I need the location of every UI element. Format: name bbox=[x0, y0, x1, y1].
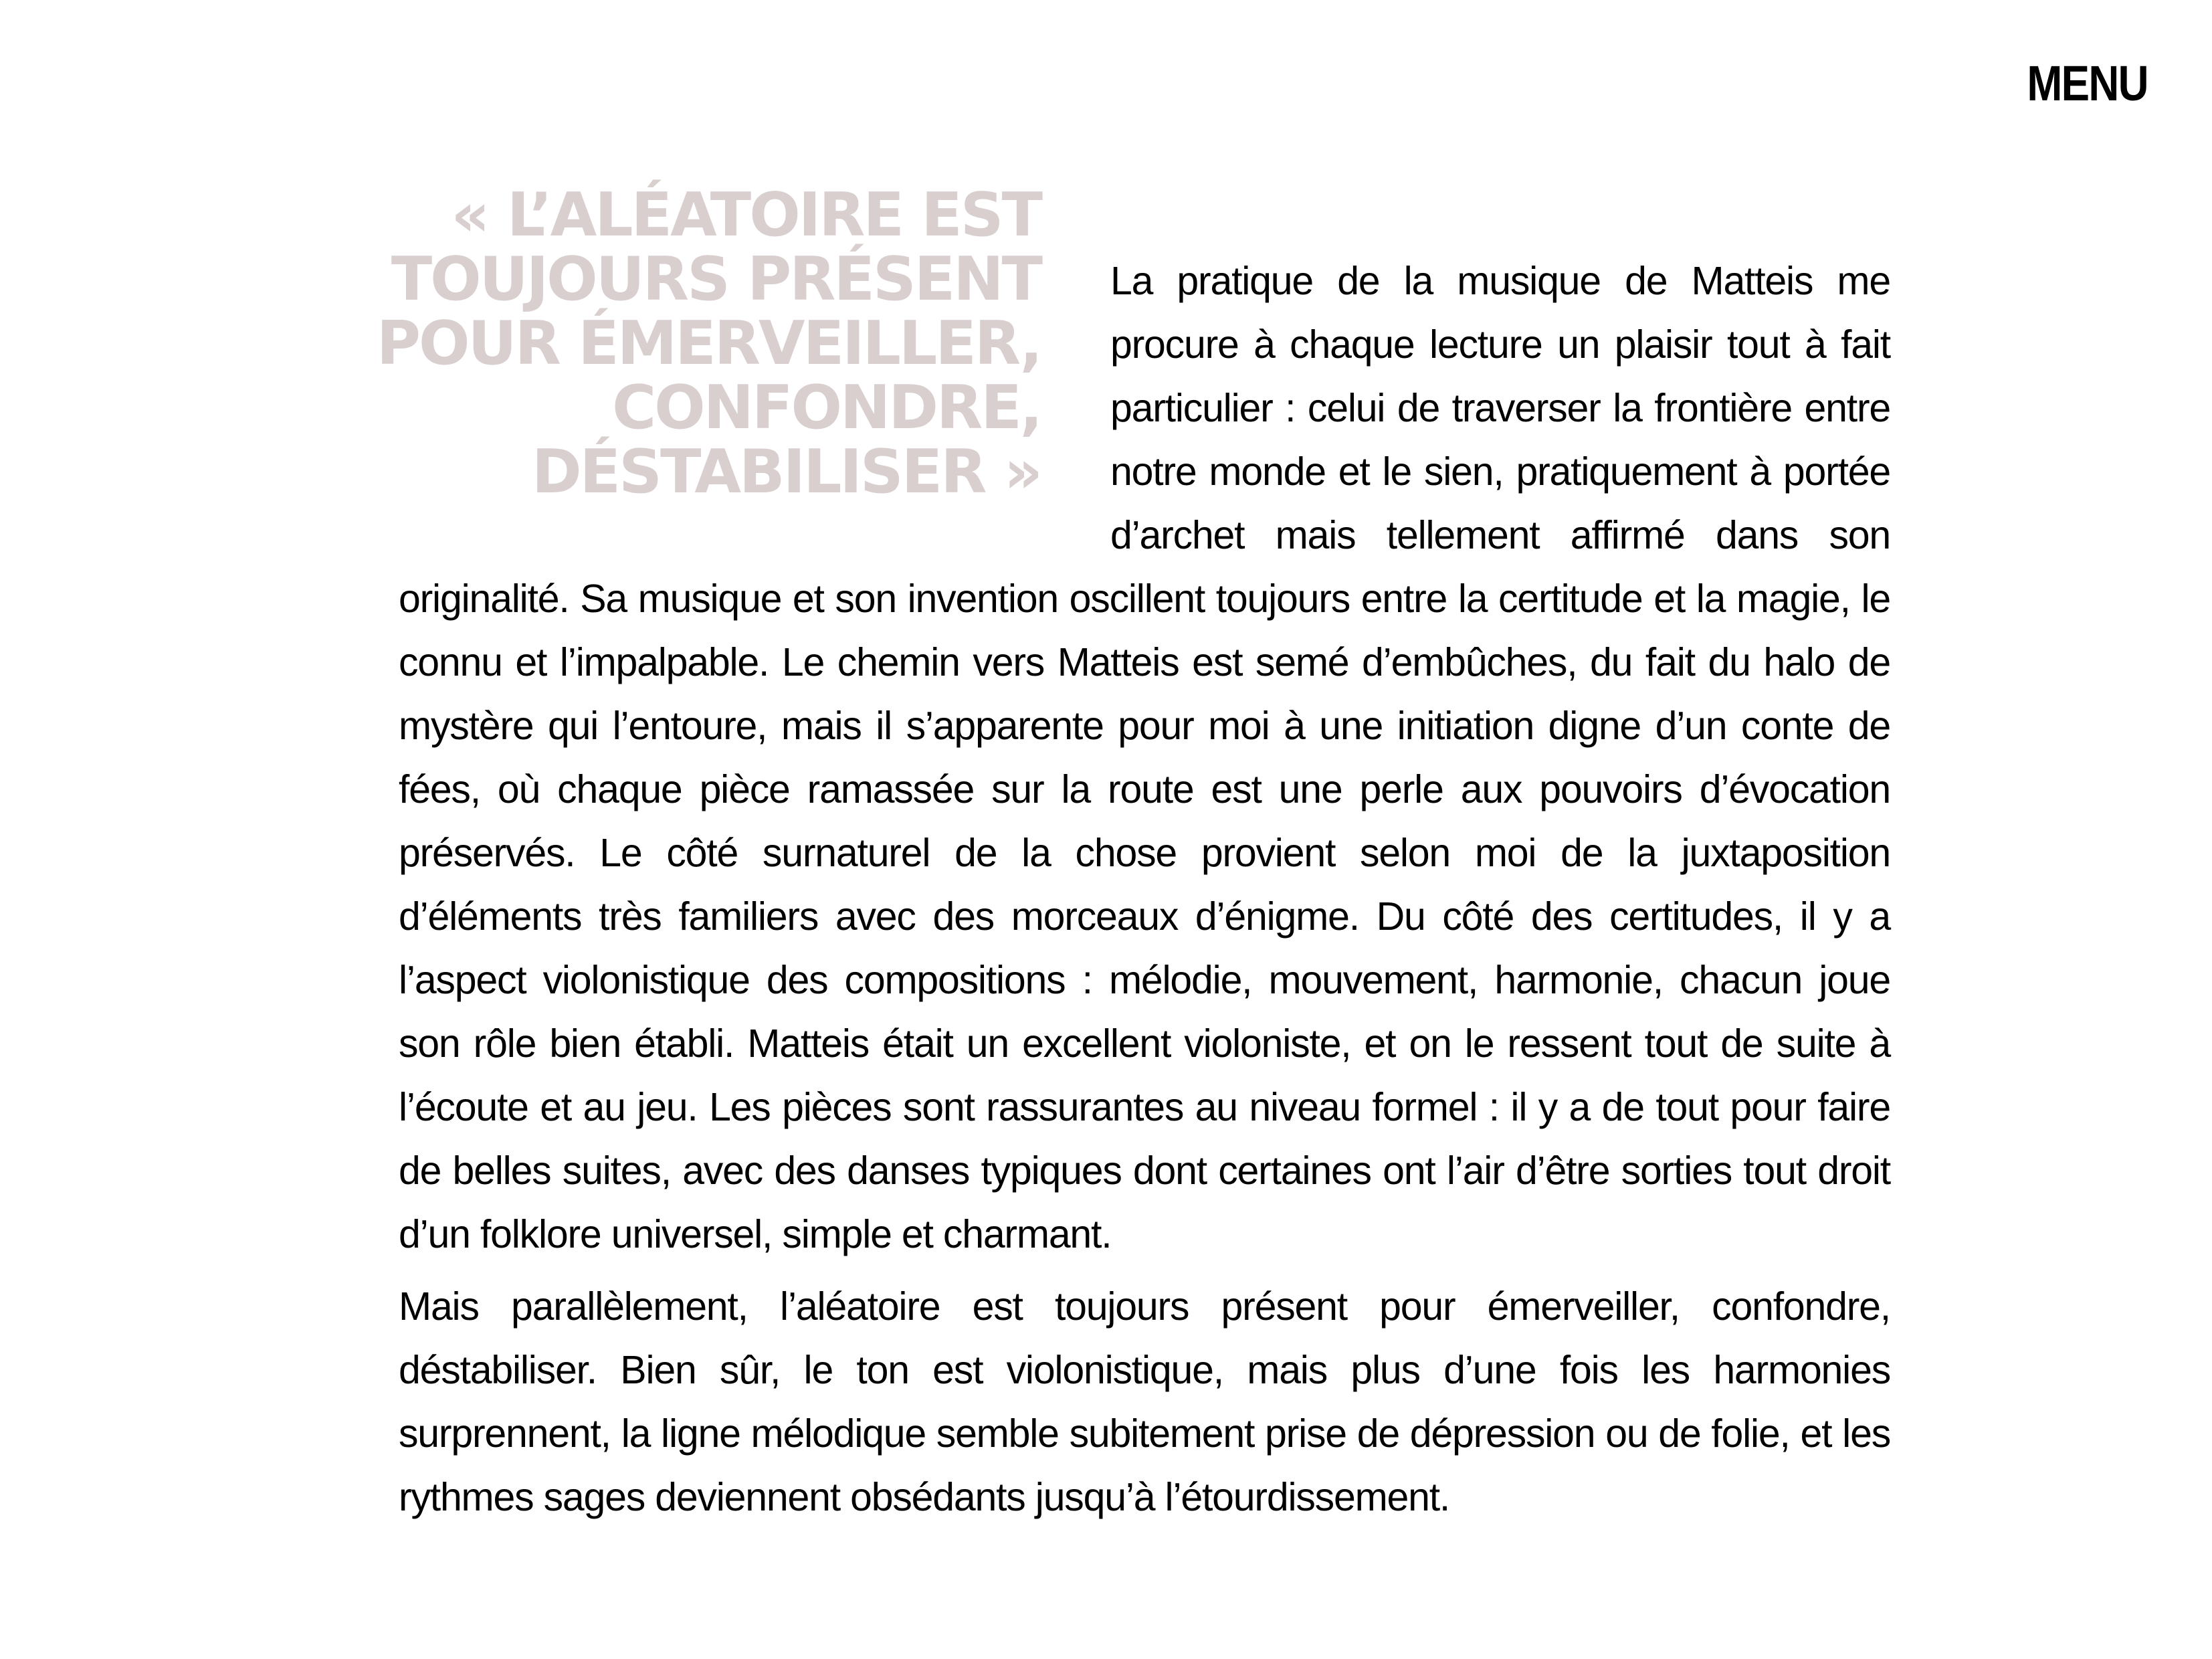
pull-quote: « L’ALÉATOIRE EST TOUJOURS PRÉSENT POUR ÉMERVEILLER, CONFONDRE, DÉSTABILISER » bbox=[377, 180, 1041, 507]
article-paragraph-2: Mais parallèlement, l’aléatoire est toujours présent pour émerveiller, confondre, déstabiliser. Bien sûr, le ton est violonistique, mais plus d’une fois les harmonies surprennent, la ligne mélodique semble subitement prise de dépression ou de folie, et les rythmes sages deviennent obsédants jusqu’à l’étourdissement. bbox=[399, 1284, 1890, 1519]
article-paragraph-1: La pratique de la musique de Matteis me procure à chaque lecture un plaisir tout à fait particulier : celui de traverser la frontière entre notre monde et le sien, pratiquement à portée d’archet mais tellement affirmé dans son originalité. Sa musique et son invention oscillent toujours entre la certitude et la magie, le connu et l’impalpable. Le chemin vers Matteis est semé d’embûches, du fait du halo de mystère qui l’entoure, mais il s’apparente pour moi à une initiation digne d’un conte de fées, où chaque pièce ramassée sur la route est une perle aux pouvoirs d’évocation préservés. Le côté surnaturel de la chose provient selon moi de la juxtaposition d’éléments très familiers avec des morceaux d’énigme. Du côté des certitudes, il y a l’aspect violonistique des compositions : mélodie, mouvement, harmonie, chacun joue son rôle bien établi. Matteis était un excellent violoniste, et on le ressent tout de suite à l’écoute et au jeu. Les pièces sont rassurantes au niveau formel : il y a de tout pour faire de belles suites, avec des danses typiques dont certaines ont l’air d’être sorties tout droit d’un folklore universel, simple et charmant. bbox=[399, 259, 1890, 1256]
article bbox=[377, 180, 1890, 1529]
menu-button[interactable]: MENU bbox=[2027, 56, 2148, 111]
